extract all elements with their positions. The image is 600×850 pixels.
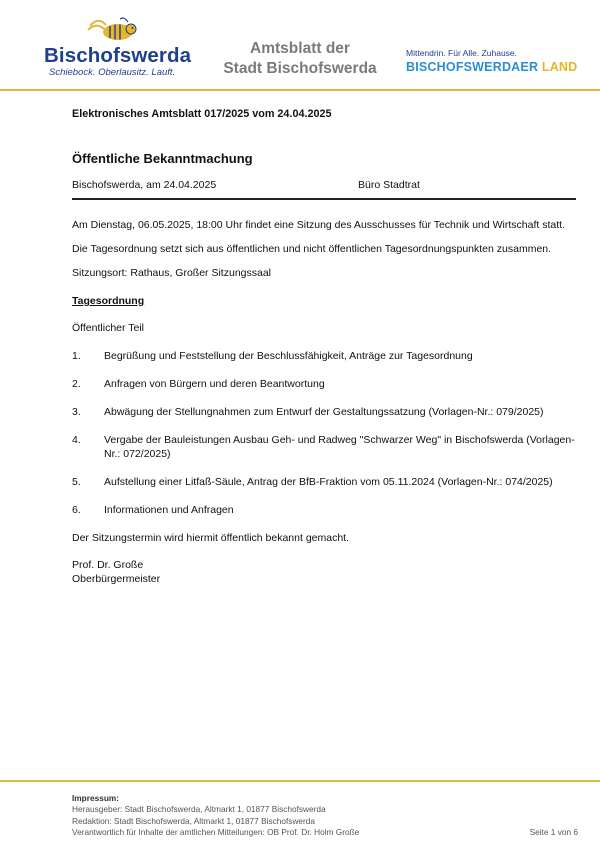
place-date: Bischofswerda, am 24.04.2025 [72, 179, 217, 191]
agenda-item-text: Vergabe der Bauleistungen Ausbau Geh- und Radweg "Schwarzer Weg" in Bischofswerda (Vorlagen-Nr.: 072/2025) [104, 434, 575, 460]
region-name [406, 60, 586, 74]
gazette-title [205, 39, 395, 79]
agenda-item [72, 349, 578, 363]
agenda-item-text: Aufstellung einer Litfaß-Säule, Antrag der BfB-Fraktion vom 05.11.2024 (Vorlagen-Nr.: 074/2025) [104, 476, 553, 488]
imprint [72, 793, 578, 838]
document-body [72, 100, 578, 586]
region-logo [406, 48, 586, 74]
region-name-main: BISCHOFSWERDAER [406, 60, 539, 74]
region-tagline: Mittendrin. Für Alle. Zuhause. [406, 48, 518, 58]
paragraph-agenda-info: Die Tagesordnung setzt sich aus öffentlichen und nicht öffentlichen Tagesordnungspunkten zusammen. [72, 243, 552, 255]
signer-name: Prof. Dr. Große [72, 559, 144, 571]
agenda-item [72, 377, 578, 391]
imprint-publisher: Herausgeber: Stadt Bischofswerda, Altmarkt 1, 01877 Bischofswerda [72, 804, 326, 815]
paragraph-meeting: Am Dienstag, 06.05.2025, 18:00 Uhr findet eine Sitzung des Ausschusses für Technik und Wirtschaft statt. [72, 219, 565, 231]
signer-title: Oberbürgermeister [72, 573, 161, 585]
logo-tagline: Schiebock. Oberlausitz. Lauft. [49, 67, 176, 78]
gazette-title-line1: Amtsblatt der [250, 40, 350, 57]
agenda-item-text: Abwägung der Stellungnahmen zum Entwurf der Gestaltungssatzung (Vorlagen-Nr.: 079/2025) [104, 406, 544, 418]
imprint-editorial: Redaktion: Stadt Bischofswerda, Altmarkt 1, 01877 Bischofswerda [72, 815, 316, 826]
footer-divider [0, 780, 600, 782]
header-divider [0, 89, 600, 91]
agenda-item-number: 6. [72, 504, 81, 516]
notice-title: Öffentliche Bekanntmachung [72, 151, 253, 166]
agenda-item-text: Anfragen von Bürgern und deren Beantwortung [104, 378, 325, 390]
paragraph-location: Sitzungsort: Rathaus, Großer Sitzungssaal [72, 267, 272, 279]
region-name-land: LAND [541, 60, 578, 74]
gazette-title-line2: Stadt Bischofswerda [223, 60, 377, 77]
signature-block [72, 558, 578, 586]
agenda-item [72, 405, 578, 419]
agenda-item-number: 5. [72, 476, 81, 488]
office: Büro Stadtrat [358, 179, 420, 191]
city-logo [44, 12, 192, 82]
page-header [0, 0, 600, 92]
page-number: Seite 1 von 6 [529, 826, 578, 837]
public-part-heading: Öffentlicher Teil [72, 322, 144, 334]
agenda-item [72, 503, 578, 517]
agenda-item-number: 1. [72, 350, 81, 362]
agenda-list [72, 349, 578, 517]
logo-wordmark: Bischofswerda [44, 44, 192, 67]
agenda-item-number: 4. [72, 434, 81, 446]
agenda-item-text: Informationen und Anfragen [104, 504, 234, 516]
agenda-item-number: 2. [72, 378, 81, 390]
closing-statement: Der Sitzungstermin wird hiermit öffentlich bekannt gemacht. [72, 532, 350, 544]
agenda-item-text: Begrüßung und Feststellung der Beschlussfähigkeit, Anträge zur Tagesordnung [104, 350, 473, 362]
agenda-heading: Tagesordnung [72, 295, 145, 307]
meta-row [72, 178, 578, 192]
imprint-responsible: Verantwortlich für Inhalte der amtlichen Mitteilungen: OB Prof. Dr. Holm Große [72, 826, 360, 837]
imprint-heading: Impressum: [72, 793, 120, 803]
bee-icon [84, 16, 140, 42]
agenda-item [72, 433, 578, 461]
title-rule [72, 198, 576, 200]
issue-line: Elektronisches Amtsblatt 017/2025 vom 24.04.2025 [72, 108, 332, 120]
agenda-item [72, 475, 578, 489]
agenda-item-number: 3. [72, 406, 81, 418]
